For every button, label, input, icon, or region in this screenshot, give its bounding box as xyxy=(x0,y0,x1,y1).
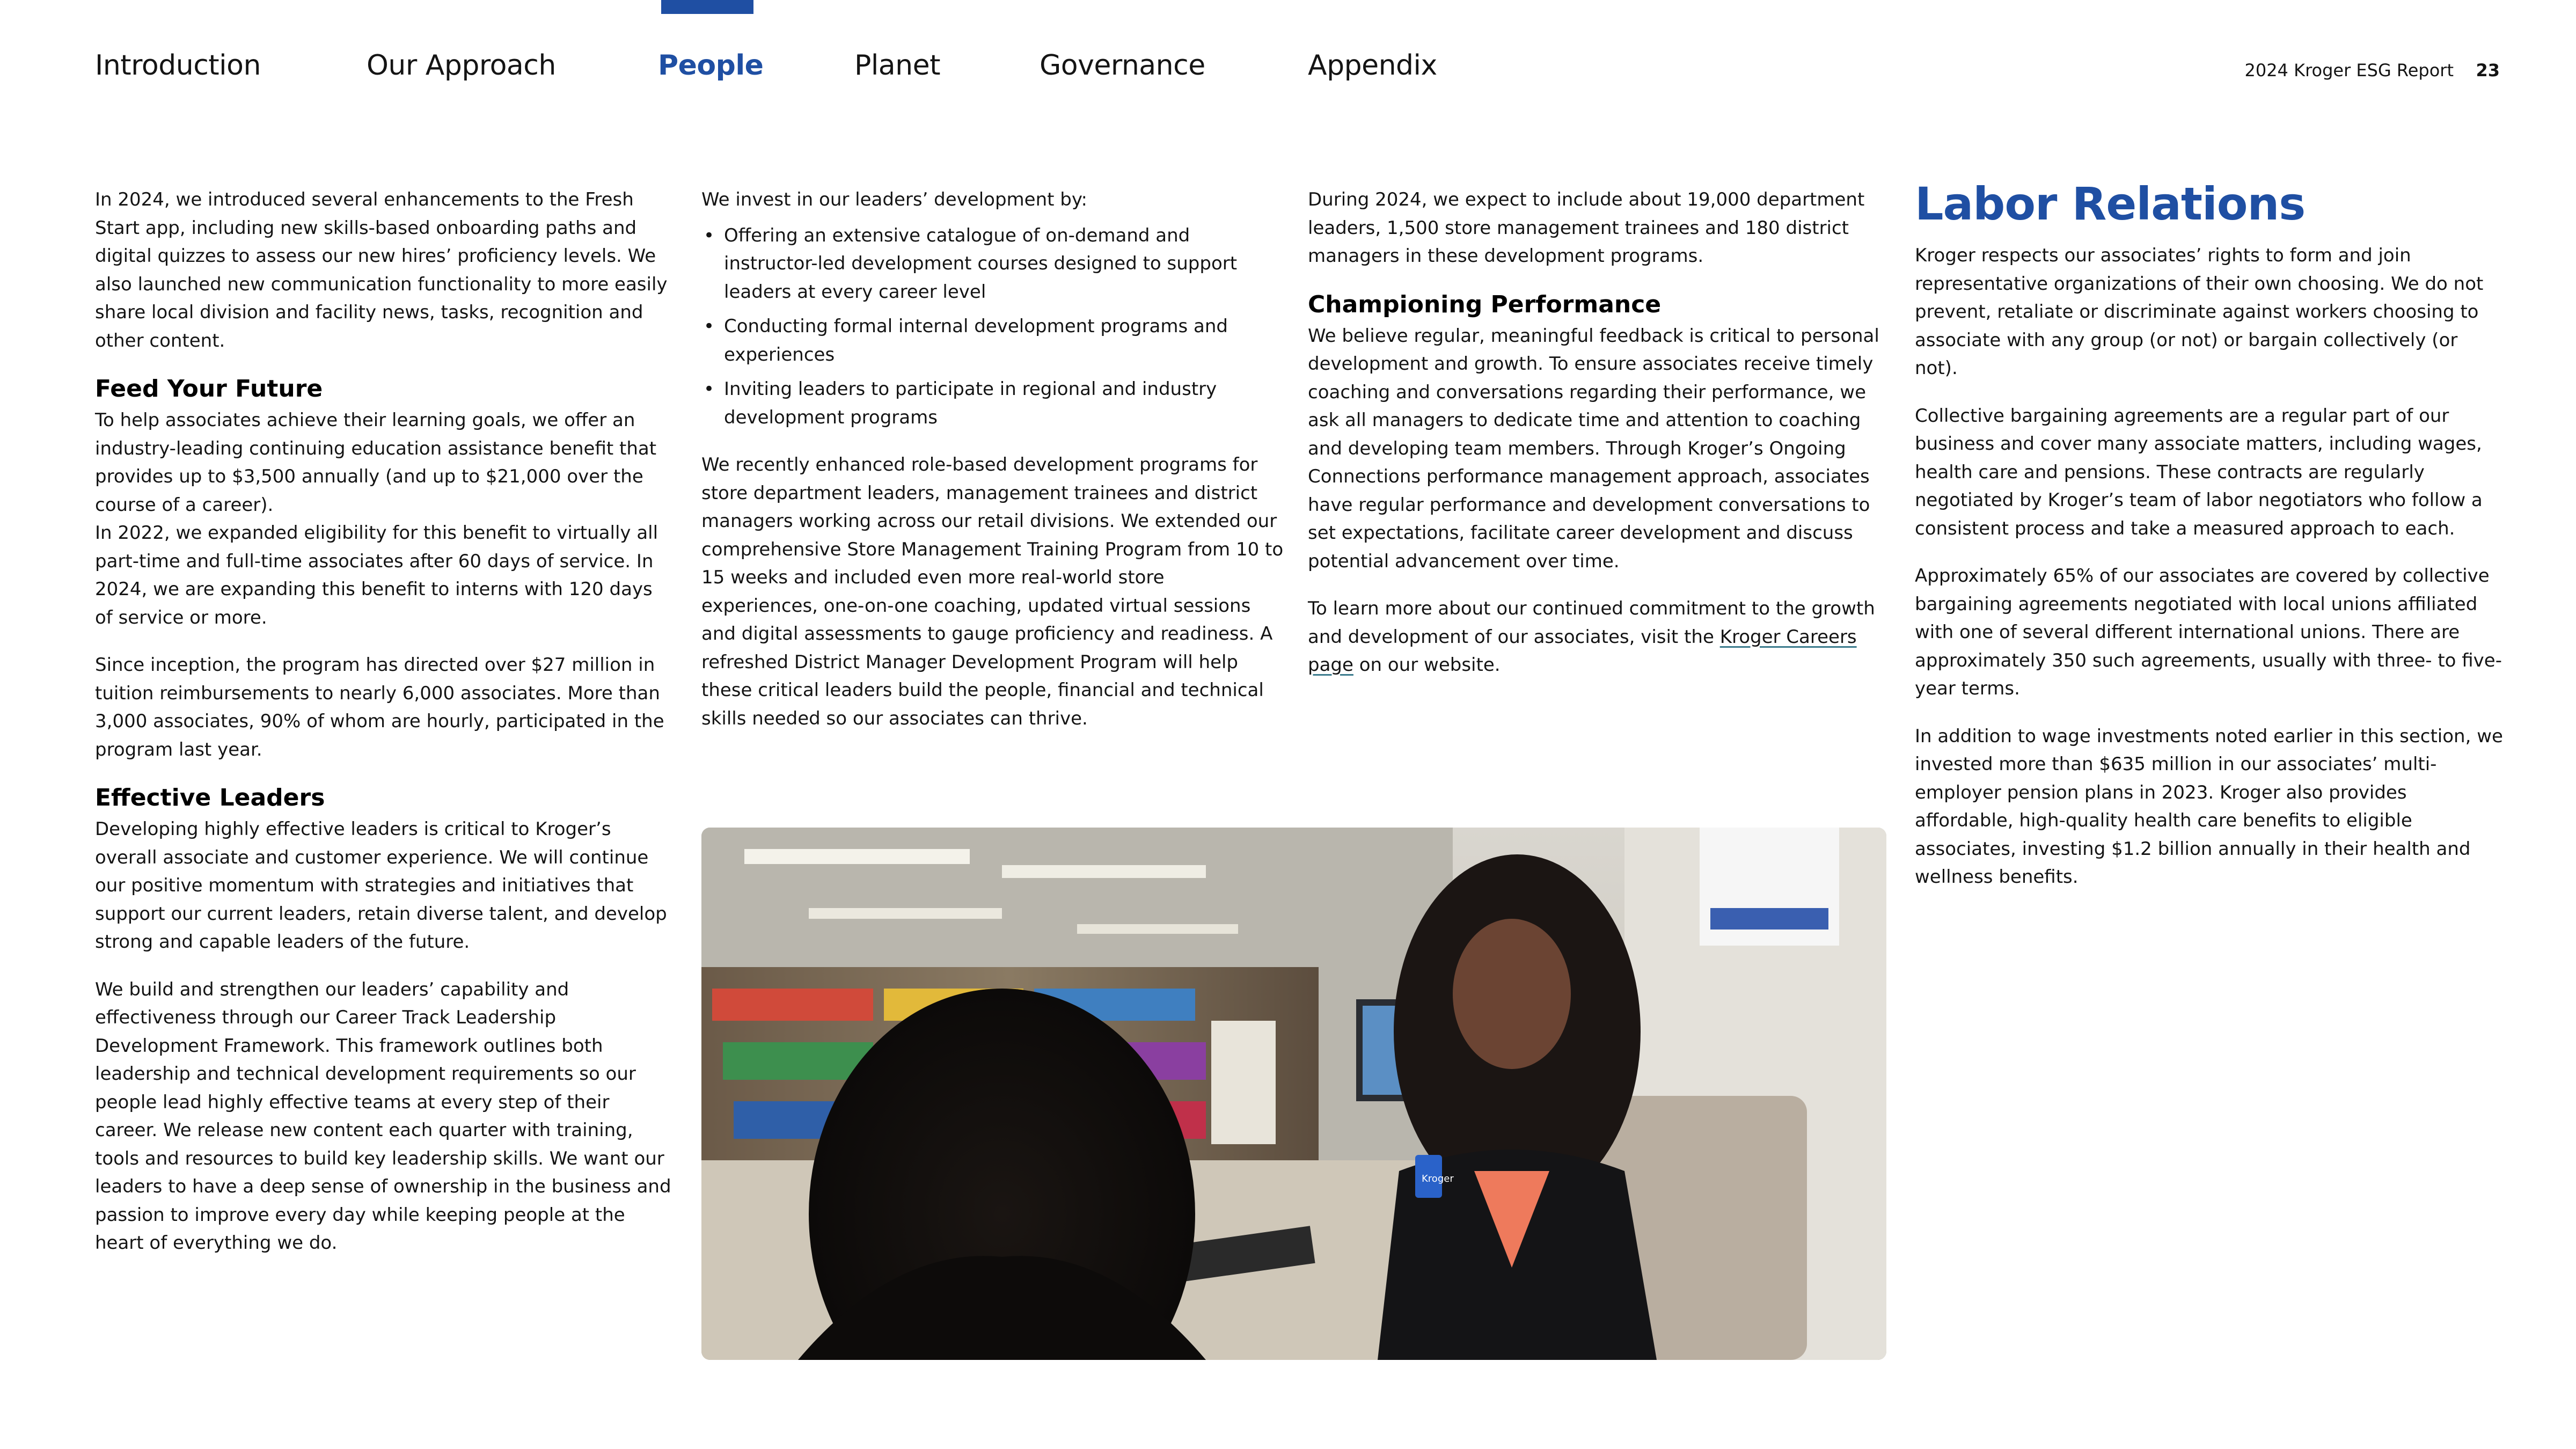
name-tag-text: Kroger xyxy=(1422,1173,1454,1184)
pension-benefits-paragraph: In addition to wage investments noted earlier in this section, we invested more than $635 million in our associates’ multi-employer pension plans in 2023. Kroger also provides affordable, high-quality health care benefits to eligible associates, investing $1.2 billion annually in their health and wellness benefits. xyxy=(1915,725,2503,888)
list-item: • Inviting leaders to participate in regional and industry development programs xyxy=(701,375,1286,431)
championing-performance-heading: Championing Performance xyxy=(1308,290,1662,318)
labor-relations-title: Labor Relations xyxy=(1915,178,2306,230)
column-3 xyxy=(1308,186,1882,699)
nav-tab-appendix[interactable]: Appendix xyxy=(1308,49,1437,82)
union-coverage-paragraph: Approximately 65% of our associates are covered by collective bargaining agreements negotiated with local unions affiliated with one of several different international unions. There are approximately 350 such agreements, usually with three- to five-year terms. xyxy=(1915,565,2502,699)
career-track-paragraph: We build and strengthen our leaders’ capability and effectiveness through our Career Track Leadership Development Framework. This framework outlines both leadership and technical development requirements so our people lead highly effective teams at every step of their career. We release new content each quarter with training, tools and resources to build key leadership skills. We want our leaders to have a deep sense of ownership in the business and passion to improve every day while keeping people at the heart of everything we do. xyxy=(95,978,671,1254)
rights-paragraph: Kroger respects our associates’ rights to form and join representative organizations of their own choosing. We do not prevent, retaliate or discriminate against workers choosing to associate with any group (or not) or bargain collectively (or not). xyxy=(1915,245,2484,379)
education-benefit-paragraph: To help associates achieve their learning goals, we offer an industry-leading continuing education assistance benefit that provides up to $3,500 annually (and up to $21,000 over the course of a career). xyxy=(95,409,657,516)
nav-tab-governance[interactable]: Governance xyxy=(1040,49,1205,82)
page-number: 23 xyxy=(2476,60,2500,80)
list-item: • Conducting formal internal development programs and experiences xyxy=(701,312,1286,369)
nav-tab-planet[interactable]: Planet xyxy=(854,49,941,82)
column-2 xyxy=(701,186,1286,752)
eligibility-paragraph: In 2022, we expanded eligibility for this benefit to virtually all part-time and full-time associates after 60 days of service. In 2024, we are expanding this benefit to interns with 120 days of service or more. xyxy=(95,522,658,628)
report-title: 2024 Kroger ESG Report xyxy=(2244,60,2454,80)
nav-tab-our-approach[interactable]: Our Approach xyxy=(367,49,556,82)
feed-your-future-heading: Feed Your Future xyxy=(95,375,323,402)
development-list xyxy=(701,222,1286,432)
learn-more-paragraph: To learn more about our continued commitment to the growth and development of our associates, visit the Kroger Careers page on our website. xyxy=(1308,598,1875,676)
column-4 xyxy=(1915,178,2505,911)
nav-tab-introduction[interactable]: Introduction xyxy=(95,49,261,82)
list-item: • Offering an extensive catalogue of on-demand and instructor-led development courses designed to support leaders at every career level xyxy=(701,222,1286,306)
effective-leaders-heading: Effective Leaders xyxy=(95,784,325,811)
associate-meeting-photo xyxy=(701,828,1886,1360)
invest-intro: We invest in our leaders’ development by: xyxy=(701,189,1087,210)
effective-leaders-paragraph: Developing highly effective leaders is critical to Kroger’s overall associate and customer experience. We will continue our positive momentum with strategies and initiatives that support our current leaders, retain diverse talent, and develop strong and capable leaders of the future. xyxy=(95,818,667,953)
nav-tab-people[interactable]: People xyxy=(658,49,764,82)
feedback-paragraph: We believe regular, meaningful feedback is critical to personal development and growth. To ensure associates receive timely coaching and conversations regarding their performance, we ask all managers to dedicate time and attention to coaching and developing team members. Through Kroger’s Ongoing Connections performance management approach, associates have regular performance and development conversations to set expectations, facilitate career development and discuss potential advancement over time. xyxy=(1308,325,1879,572)
top-navigation xyxy=(0,0,2576,107)
tuition-paragraph: Since inception, the program has directed over $27 million in tuition reimbursements to nearly 6,000 associates. More than 3,000 associates, 90% of whom are hourly, participated in the program last year. xyxy=(95,654,664,760)
fresh-start-paragraph: In 2024, we introduced several enhancements to the Fresh Start app, including new skills-based onboarding paths and digital quizzes to assess our new hires’ proficiency levels. We also launched new communication functionality to more easily share local division and facility news, tasks, recognition and other content. xyxy=(95,189,668,352)
kroger-careers-link[interactable]: Kroger Careers page xyxy=(1308,626,1857,676)
role-based-development-paragraph: We recently enhanced role-based development programs for store department leaders, management trainees and district managers working across our retail divisions. We extended our comprehensive Store Management Training Program from 10 to 15 weeks and included even more real-world store experiences, one-on-one coaching, updated virtual sessions and digital assessments to gauge proficiency and readiness. A refreshed District Manager Development Program will help these critical leaders build the people, financial and technical skills needed so our associates can thrive. xyxy=(701,454,1284,729)
nav-active-indicator xyxy=(661,0,753,14)
collective-bargaining-paragraph: Collective bargaining agreements are a regular part of our business and cover many associate matters, including wages, health care and pensions. These contracts are regularly negotiated by Kroger’s team of labor negotiators who follow a consistent process and take a measured approach to each. xyxy=(1915,405,2483,539)
column-1 xyxy=(95,186,675,1277)
development-programs-paragraph: During 2024, we expect to include about 19,000 department leaders, 1,500 store management trainees and 180 district managers in these development programs. xyxy=(1308,189,1865,267)
